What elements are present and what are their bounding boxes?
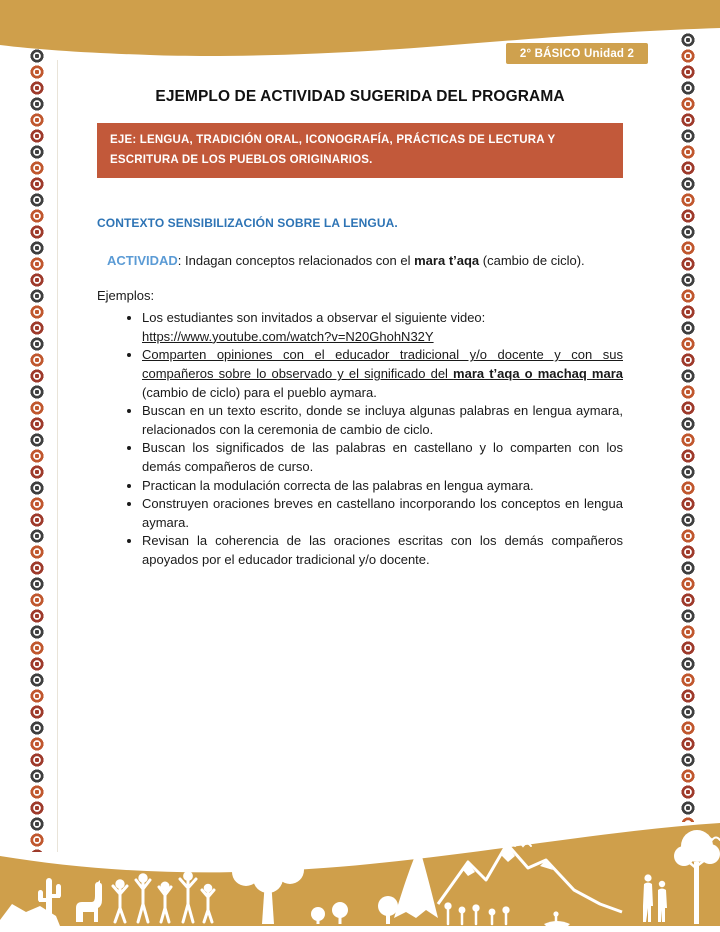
page-edge-line (57, 60, 58, 852)
activity-label: ACTIVIDAD (107, 253, 178, 269)
unit-badge-label: 2° BÁSICO Unidad 2 (519, 47, 635, 60)
context-heading: CONTEXTO SENSIBILIZACIÓN SOBRE LA LENGUA. (97, 216, 398, 231)
bullet-2-term: mara t’aqa o machaq mara (453, 366, 623, 382)
footer-illustration (0, 820, 720, 932)
activity-line (107, 253, 623, 268)
example-bullet-4 (142, 439, 623, 476)
video-link[interactable]: https://www.youtube.com/watch?v=N20GhohN32Y (142, 328, 434, 344)
bullet-2-rest: (cambio de ciclo) para el pueblo aymara. (142, 384, 377, 400)
ornament-border-right (677, 32, 699, 822)
examples-list (97, 309, 623, 569)
bullet-1-text: Los estudiantes son invitados a observar el siguiente video: (142, 310, 486, 326)
document-content (97, 88, 623, 570)
example-bullet-7 (142, 532, 623, 569)
activity-lead: : Indagan conceptos relacionados con el (177, 253, 415, 269)
example-bullet-3 (142, 402, 623, 439)
example-bullet-6 (142, 495, 623, 532)
unit-badge (504, 41, 650, 66)
examples-heading: Ejemplos: (97, 288, 155, 304)
bullet-2-underlined: Comparten opiniones con el educador tradicional y/o docente y con sus compañeros sobre lo observado y el significado del (142, 347, 623, 382)
eje-banner-text: EJE: LENGUA, TRADICIÓN ORAL, ICONOGRAFÍA, PRÁCTICAS DE LECTURA Y ESCRITURA DE LOS PUEBLOS ORIGINARIOS. (110, 134, 556, 167)
eje-banner (97, 123, 623, 178)
activity-term: mara t’aqa (414, 253, 480, 269)
bullet-3-text: Buscan en un texto escrito, donde se incluya algunas palabras en lengua aymara, relacionados con la ceremonia de cambio de ciclo. (142, 403, 623, 437)
example-bullet-1 (142, 309, 623, 346)
example-bullet-5 (142, 477, 623, 496)
bullet-4-text: Buscan los significados de las palabras en castellano y lo comparten con los demás compañeros de curso. (142, 440, 623, 474)
bullet-7-text: Revisan la coherencia de las oraciones escritas con los demás compañeros apoyados por el educador tradicional y/o docente. (142, 533, 623, 567)
bullet-5-text: Practican la modulación correcta de las palabras en lengua aymara. (142, 477, 534, 493)
ornament-border-left (26, 48, 48, 852)
activity-tail: (cambio de ciclo). (479, 253, 585, 269)
bullet-6-text: Construyen oraciones breves en castellano incorporando los conceptos en lengua aymara. (142, 496, 623, 530)
example-bullet-2 (142, 346, 623, 402)
page-title: EJEMPLO DE ACTIVIDAD SUGERIDA DEL PROGRAMA (155, 88, 565, 105)
